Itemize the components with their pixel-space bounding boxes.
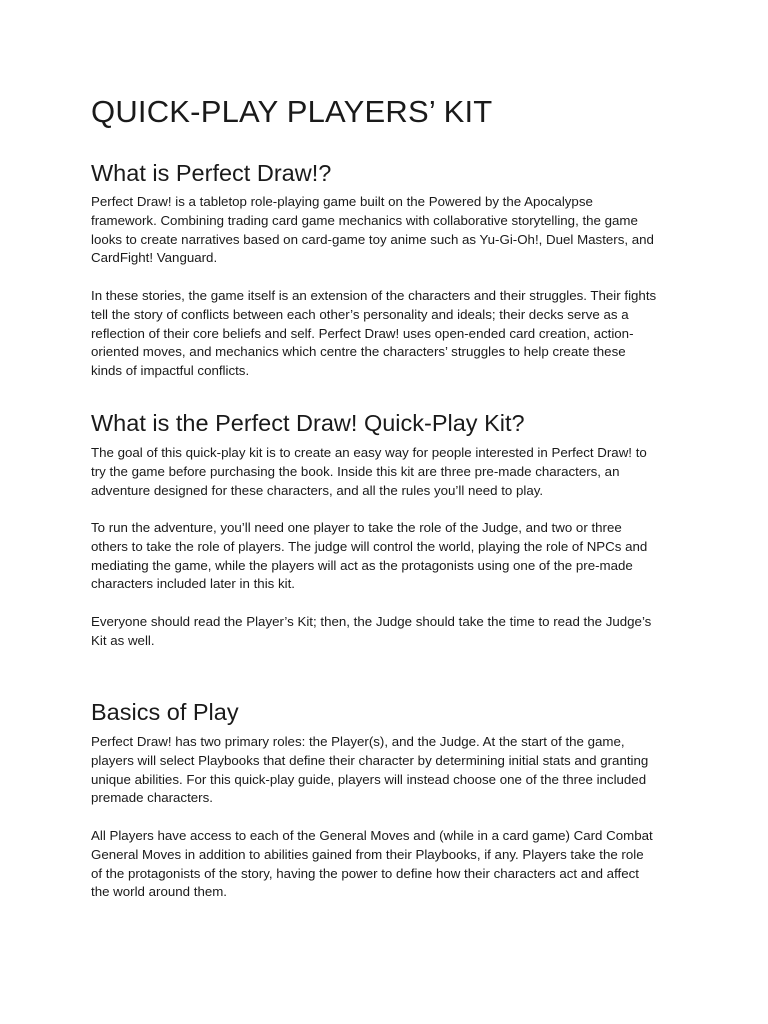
paragraph <box>91 287 691 381</box>
text-line: looks to create narratives based on card-game toy anime such as Yu-Gi-Oh!, Duel Masters, and <box>91 231 654 247</box>
paragraph <box>91 733 691 808</box>
paragraph <box>91 193 691 268</box>
paragraph <box>91 827 691 902</box>
text-line: Everyone should read the Player’s Kit; then, the Judge should take the time to read the Judge’s <box>91 614 652 629</box>
text-line: The goal of this quick-play kit is to create an easy way for people interested in Perfect Draw! to <box>91 445 647 460</box>
text-line: CardFight! Vanguard. <box>91 250 218 266</box>
document-title: QUICK-PLAY PLAYERS’ KIT <box>91 94 493 129</box>
section-heading-basics-of-play: Basics of Play <box>91 699 239 725</box>
text-line: General Moves in addition to abilities gained from their Playbooks, if any. Players take the role <box>91 846 644 862</box>
text-line: framework. Combining trading card game mechanics with collaborative storytelling, the game <box>91 212 638 228</box>
text-line: Kit as well. <box>91 632 155 648</box>
text-line: try the game before purchasing the book. Inside this kit are three pre-made characters, an <box>91 463 620 479</box>
paragraph <box>91 519 691 594</box>
text-line: of the protagonists of the story, having the power to define how their characters act and affect <box>91 865 639 881</box>
text-line: reflection of their core beliefs and self. Perfect Draw! uses open-ended card creation, action- <box>91 325 634 341</box>
text-line: characters included later in this kit. <box>91 576 295 592</box>
text-line: In these stories, the game itself is an extension of the characters and their struggles. Their fights <box>91 288 657 303</box>
text-line: unique abilities. For this quick-play guide, players will instead choose one of the three included <box>91 771 647 787</box>
text-line: All Players have access to each of the General Moves and (while in a card game) Card Combat <box>91 828 653 843</box>
text-line: players will select Playbooks that define their character by determining initial stats and granting <box>91 752 649 768</box>
text-line: Perfect Draw! has two primary roles: the Player(s), and the Judge. At the start of the game, <box>91 734 625 749</box>
text-line: others to take the role of players. The judge will control the world, playing the role of NPCs and <box>91 538 648 554</box>
text-line: mediating the game, while the players will act as the protagonists using one of the pre-made <box>91 557 633 573</box>
text-line: tell the story of conflicts between each other’s personality and ideals; their decks serve as a <box>91 306 629 322</box>
text-line: the world around them. <box>91 884 228 900</box>
text-line: premade characters. <box>91 790 213 806</box>
text-line: adventure designed for these characters, and all the rules you’ll need to play. <box>91 482 544 498</box>
text-line: oriented moves, and mechanics which centre the characters’ struggles to help create these <box>91 344 626 360</box>
text-line: To run the adventure, you’ll need one player to take the role of the Judge, and two or three <box>91 520 622 535</box>
section-heading-what-is-perfect-draw: What is Perfect Draw!? <box>91 160 332 186</box>
section-heading-quick-play-kit: What is the Perfect Draw! Quick-Play Kit? <box>91 410 525 436</box>
text-line: kinds of impactful conflicts. <box>91 363 250 378</box>
text-line: Perfect Draw! is a tabletop role-playing game built on the Powered by the Apocalypse <box>91 194 593 209</box>
paragraph <box>91 613 691 651</box>
paragraph <box>91 444 691 500</box>
